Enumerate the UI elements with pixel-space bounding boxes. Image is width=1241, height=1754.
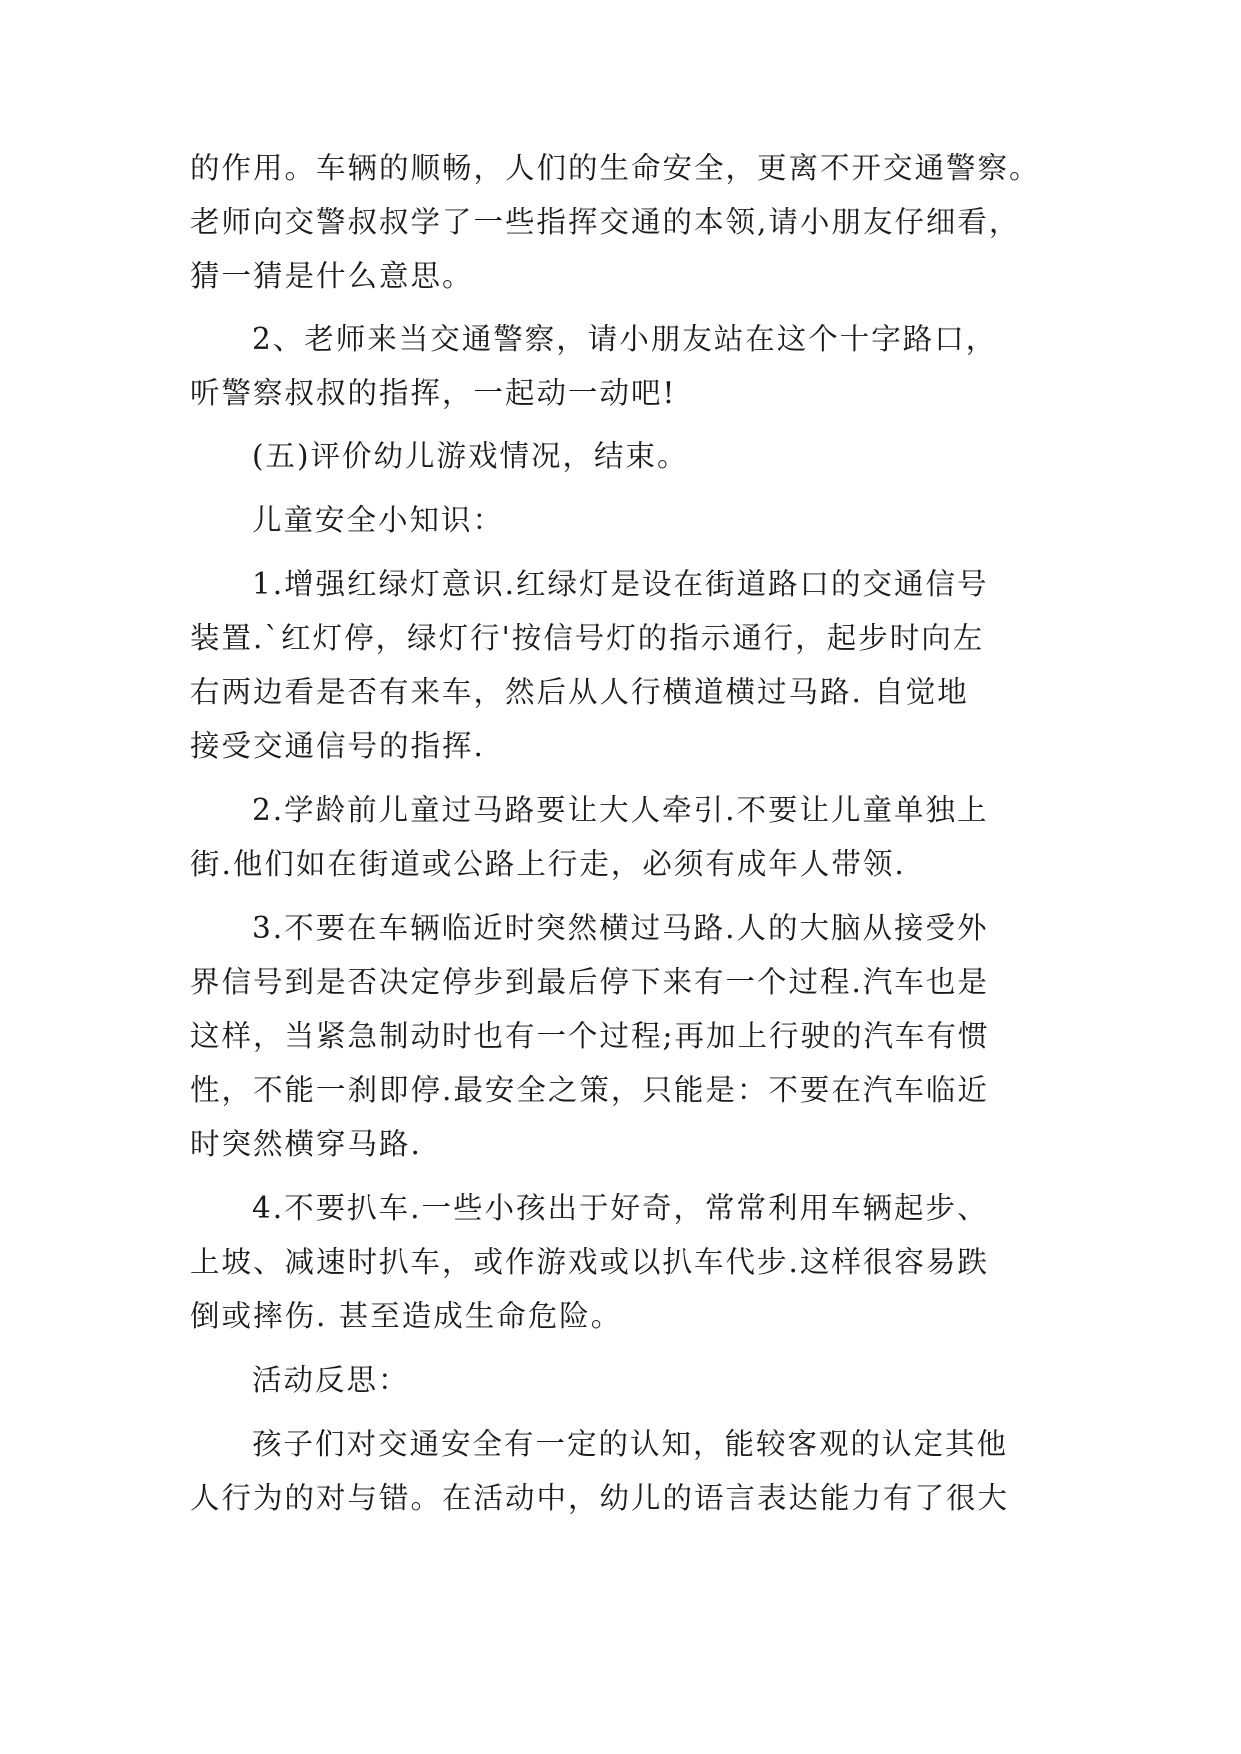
text-line: 儿童安全小知识： xyxy=(252,503,505,537)
text-line: 老师向交警叔叔学了一些指挥交通的本领,请小朋友仔细看， xyxy=(190,205,1021,239)
text-line: 的作用。车辆的顺畅，人们的生命安全，更离不开交通警察。 xyxy=(190,151,1041,185)
text-line: 人行为的对与错。在活动中，幼儿的语言表达能力有了很大 xyxy=(190,1481,1010,1515)
text-line: 上坡、减速时扒车，或作游戏或以扒车代步.这样很容易跌 xyxy=(190,1245,989,1279)
text-line: 活动反思： xyxy=(252,1363,410,1397)
text-line: 听警察叔叔的指挥，一起动一动吧! xyxy=(190,376,677,410)
text-line: 时突然横穿马路. xyxy=(190,1127,422,1161)
text-line: 2.学龄前儿童过马路要让大人牵引.不要让儿童单独上 xyxy=(252,793,989,827)
text-line: (五)评价幼儿游戏情况，结束。 xyxy=(252,439,689,473)
text-line: 4.不要扒车.一些小孩出于好奇，常常利用车辆起步、 xyxy=(252,1191,989,1225)
text-line: 倒或摔伤. 甚至造成生命危险。 xyxy=(190,1299,623,1333)
text-line: 1.增强红绿灯意识.红绿灯是设在街道路口的交通信号 xyxy=(252,567,989,601)
text-line: 3.不要在车辆临近时突然横过马路.人的大脑从接受外 xyxy=(252,911,989,945)
text-line: 孩子们对交通安全有一定的认知，能较客观的认定其他 xyxy=(252,1427,1009,1461)
text-line: 这样，当紧急制动时也有一个过程;再加上行驶的汽车有惯 xyxy=(190,1019,990,1053)
text-line: 装置.`红灯停，绿灯行'按信号灯的指示通行，起步时向左 xyxy=(190,621,985,655)
text-line: 界信号到是否决定停步到最后停下来有一个过程.汽车也是 xyxy=(190,965,989,999)
text-line: 接受交通信号的指挥. xyxy=(190,729,485,763)
text-line: 右两边看是否有来车，然后从人行横道横过马路. 自觉地 xyxy=(190,675,969,709)
text-line: 性，不能一刹即停.最安全之策，只能是：不要在汽车临近 xyxy=(190,1073,989,1107)
text-line: 猜一猜是什么意思。 xyxy=(190,259,474,293)
text-line: 街.他们如在街道或公路上行走，必须有成年人带领. xyxy=(190,847,906,881)
text-line: 2、老师来当交通警察，请小朋友站在这个十字路口， xyxy=(252,322,998,356)
